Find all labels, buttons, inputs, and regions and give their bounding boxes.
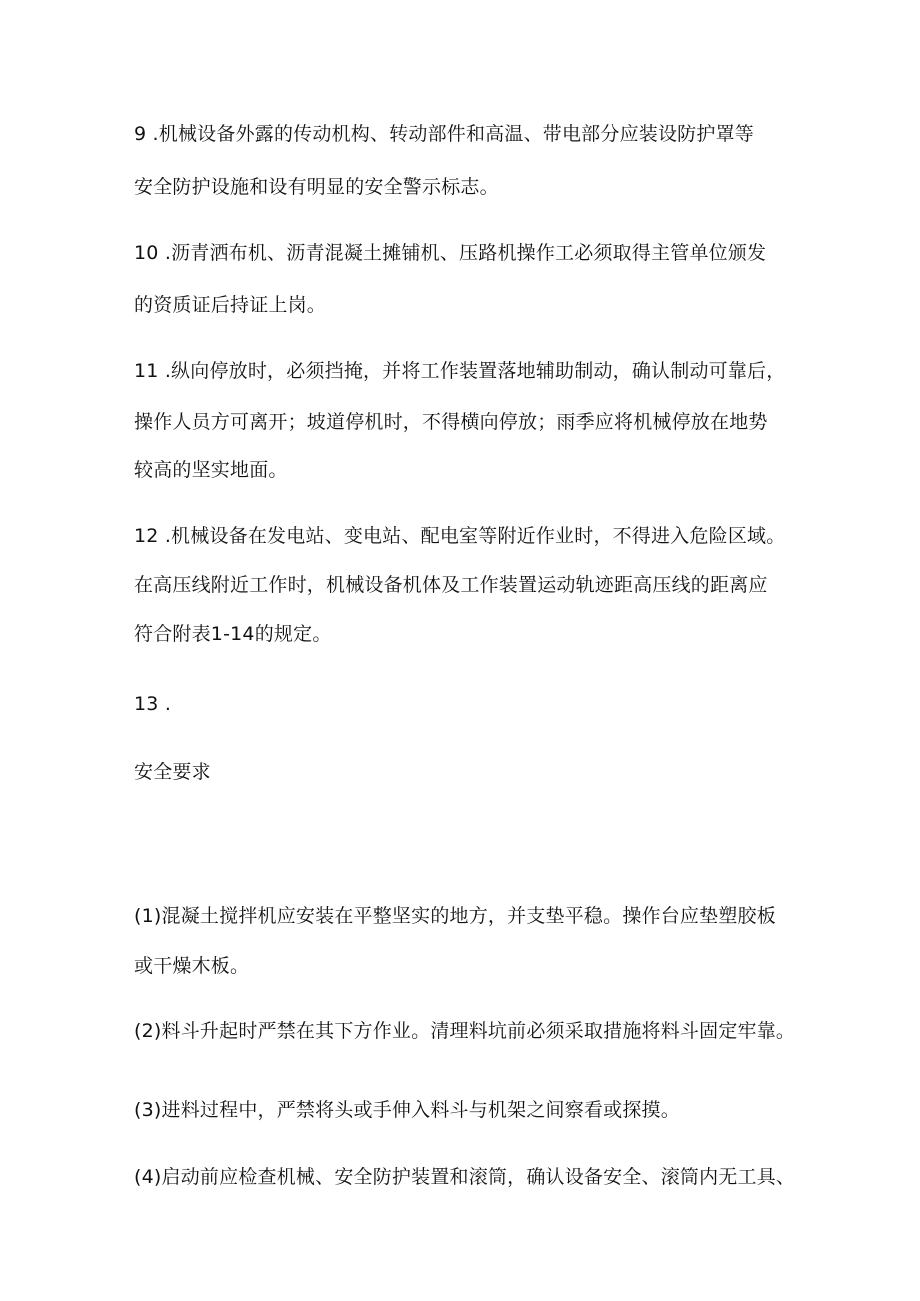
- item-9-line-2: 安全防护设施和设有明显的安全警示标志。: [134, 176, 499, 198]
- requirement-3-line-1: (3)进料过程中，严禁将头或手伸入料斗与机架之间察看或探摸。: [134, 1099, 680, 1121]
- item-11-line-2: 操作人员方可离开；坡道停机时，不得横向停放；雨季应将机械停放在地势: [134, 411, 768, 433]
- item-9-line-1: 9 .机械设备外露的传动机构、转动部件和高温、带电部分应装设防护罩等: [134, 123, 754, 145]
- item-12-line-2: 在高压线附近工作时，机械设备机体及工作装置运动轨迹距高压线的距离应: [134, 574, 768, 596]
- item-10-line-1: 10 .沥青洒布机、沥青混凝土摊铺机、压路机操作工必须取得主管单位颁发: [134, 242, 767, 264]
- requirement-1-line-2: 或干燥木板。: [134, 955, 250, 977]
- requirement-1-line-1: (1)混凝土搅拌机应安装在平整坚实的地方，并支垫平稳。操作台应垫塑胶板: [134, 905, 776, 927]
- item-12-line-1: 12 .机械设备在发电站、变电站、配电室等附近作业时，不得进入危险区域。: [134, 525, 786, 547]
- requirement-2-line-1: (2)料斗升起时严禁在其下方作业。清理料坑前必须采取措施将料斗固定牢靠。: [134, 1020, 796, 1042]
- item-10-line-2: 的资质证后持证上岗。: [134, 294, 327, 316]
- item-13-line-1: 13 .: [134, 693, 172, 715]
- item-11-line-1: 11 .纵向停放时，必须挡掩，并将工作装置落地辅助制动，确认制动可靠后，: [134, 360, 786, 382]
- item-11-line-3: 较高的坚实地面。: [134, 459, 288, 481]
- requirement-4-line-1: (4)启动前应检查机械、安全防护装置和滚筒，确认设备安全、滚筒内无工具、: [134, 1166, 796, 1188]
- section-title: 安全要求: [134, 761, 211, 783]
- item-12-line-3: 符合附表1-14的规定。: [134, 623, 332, 645]
